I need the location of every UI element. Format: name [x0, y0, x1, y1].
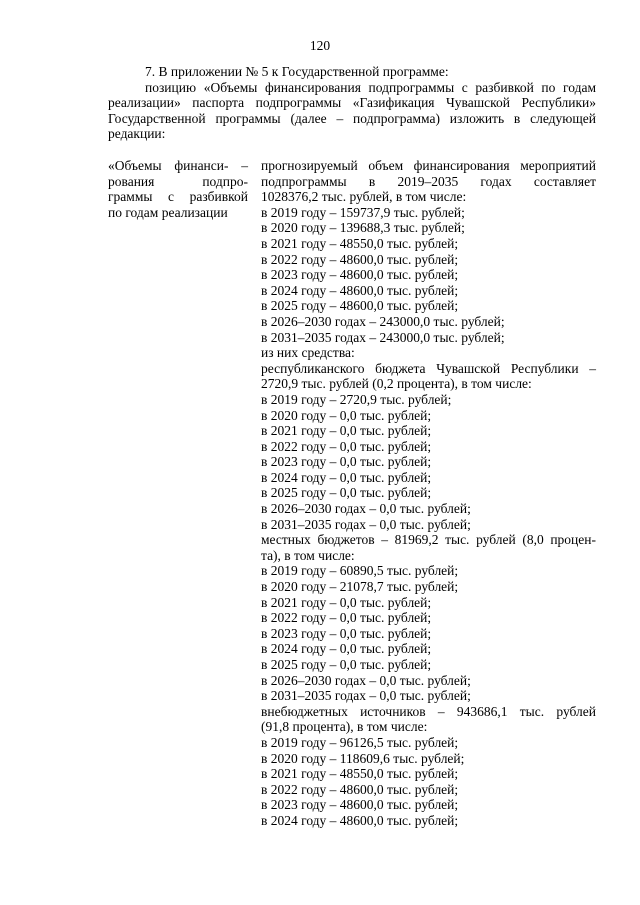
funding-line: 2720,9 тыс. рублей (0,2 процента), в том числе: — [261, 376, 532, 392]
funding-line: в 2022 году – 48600,0 тыс. рублей; — [261, 781, 459, 797]
funding-details-column — [261, 158, 596, 829]
funding-line: в 2024 году – 48600,0 тыс. рублей; — [261, 812, 459, 828]
position-title-line: рования подпро- — [108, 173, 248, 189]
intro-paragraph-2: позицию «Объемы финансирования подпрограммы с разбивкой по годам реализации» паспорта подпрограммы «Газификация Чувашской Республики» Государственной программы (далее – подпрограмма) изложить в следующей редакции: — [108, 79, 596, 142]
position-title-line: по годам реализации — [108, 204, 228, 220]
position-title-column — [108, 158, 248, 220]
funding-line: в 2023 году – 0,0 тыс. рублей; — [261, 625, 432, 641]
funding-line: в 2031–2035 годах – 0,0 тыс. рублей; — [261, 516, 471, 532]
funding-line: в 2019 году – 159737,9 тыс. рублей; — [261, 204, 465, 220]
funding-line: в 2022 году – 48600,0 тыс. рублей; — [261, 251, 459, 267]
funding-line: в 2031–2035 годах – 0,0 тыс. рублей; — [261, 688, 471, 704]
funding-line: (91,8 процента), в том числе: — [261, 719, 428, 735]
funding-line: в 2020 году – 21078,7 тыс. рублей; — [261, 579, 459, 595]
intro-paragraph-1: 7. В приложении № 5 к Государственной программе: — [145, 64, 449, 79]
funding-line: в 2024 году – 48600,0 тыс. рублей; — [261, 282, 459, 298]
funding-line: в 2023 году – 0,0 тыс. рублей; — [261, 454, 432, 470]
funding-line: та), в том числе: — [261, 547, 355, 563]
funding-line: в 2020 году – 139688,3 тыс. рублей; — [261, 220, 465, 236]
funding-line: в 2024 году – 0,0 тыс. рублей; — [261, 469, 432, 485]
funding-line: в 2026–2030 годах – 0,0 тыс. рублей; — [261, 672, 471, 688]
funding-line: в 2021 году – 0,0 тыс. рублей; — [261, 423, 432, 439]
funding-line: в 2023 году – 48600,0 тыс. рублей; — [261, 267, 459, 283]
funding-line: 1028376,2 тыс. рублей, в том числе: — [261, 189, 467, 205]
funding-line: в 2026–2030 годах – 0,0 тыс. рублей; — [261, 501, 471, 517]
funding-line: в 2024 году – 0,0 тыс. рублей; — [261, 641, 432, 657]
funding-line: республиканского бюджета Чувашской Республики – — [261, 360, 596, 376]
funding-line: в 2021 году – 48550,0 тыс. рублей; — [261, 235, 459, 251]
funding-line: в 2019 году – 60890,5 тыс. рублей; — [261, 563, 459, 579]
funding-line: прогнозируемый объем финансирования мероприятий — [261, 158, 596, 173]
funding-line: в 2021 году – 0,0 тыс. рублей; — [261, 594, 432, 610]
funding-line: в 2019 году – 2720,9 тыс. рублей; — [261, 391, 452, 407]
funding-line: в 2019 году – 96126,5 тыс. рублей; — [261, 734, 459, 750]
funding-line: в 2020 году – 0,0 тыс. рублей; — [261, 407, 432, 423]
funding-line: подпрограммы в 2019–2035 годах составляет — [261, 173, 596, 189]
position-title-line: «Объемы финанси- – — [108, 158, 248, 173]
funding-line: из них средства: — [261, 345, 355, 361]
position-title-line: граммы с разбивкой — [108, 189, 248, 205]
funding-line: в 2023 году – 48600,0 тыс. рублей; — [261, 797, 459, 813]
funding-line: местных бюджетов – 81969,2 тыс. рублей (8,0 процен- — [261, 532, 596, 548]
funding-line: в 2021 году – 48550,0 тыс. рублей; — [261, 766, 459, 782]
funding-line: в 2022 году – 0,0 тыс. рублей; — [261, 610, 432, 626]
funding-line: в 2031–2035 годах – 243000,0 тыс. рублей; — [261, 329, 505, 345]
funding-line: в 2022 году – 0,0 тыс. рублей; — [261, 438, 432, 454]
funding-line: в 2025 году – 48600,0 тыс. рублей; — [261, 298, 459, 314]
page-number: 120 — [309, 38, 331, 53]
funding-line: в 2026–2030 годах – 243000,0 тыс. рублей; — [261, 313, 505, 329]
funding-line: в 2025 году – 0,0 тыс. рублей; — [261, 657, 432, 672]
intro-section — [108, 64, 596, 142]
funding-line: в 2020 году – 118609,6 тыс. рублей; — [261, 750, 465, 766]
funding-line: в 2025 году – 0,0 тыс. рублей; — [261, 485, 432, 501]
funding-line: внебюджетных источников – 943686,1 тыс. рублей — [261, 703, 596, 719]
